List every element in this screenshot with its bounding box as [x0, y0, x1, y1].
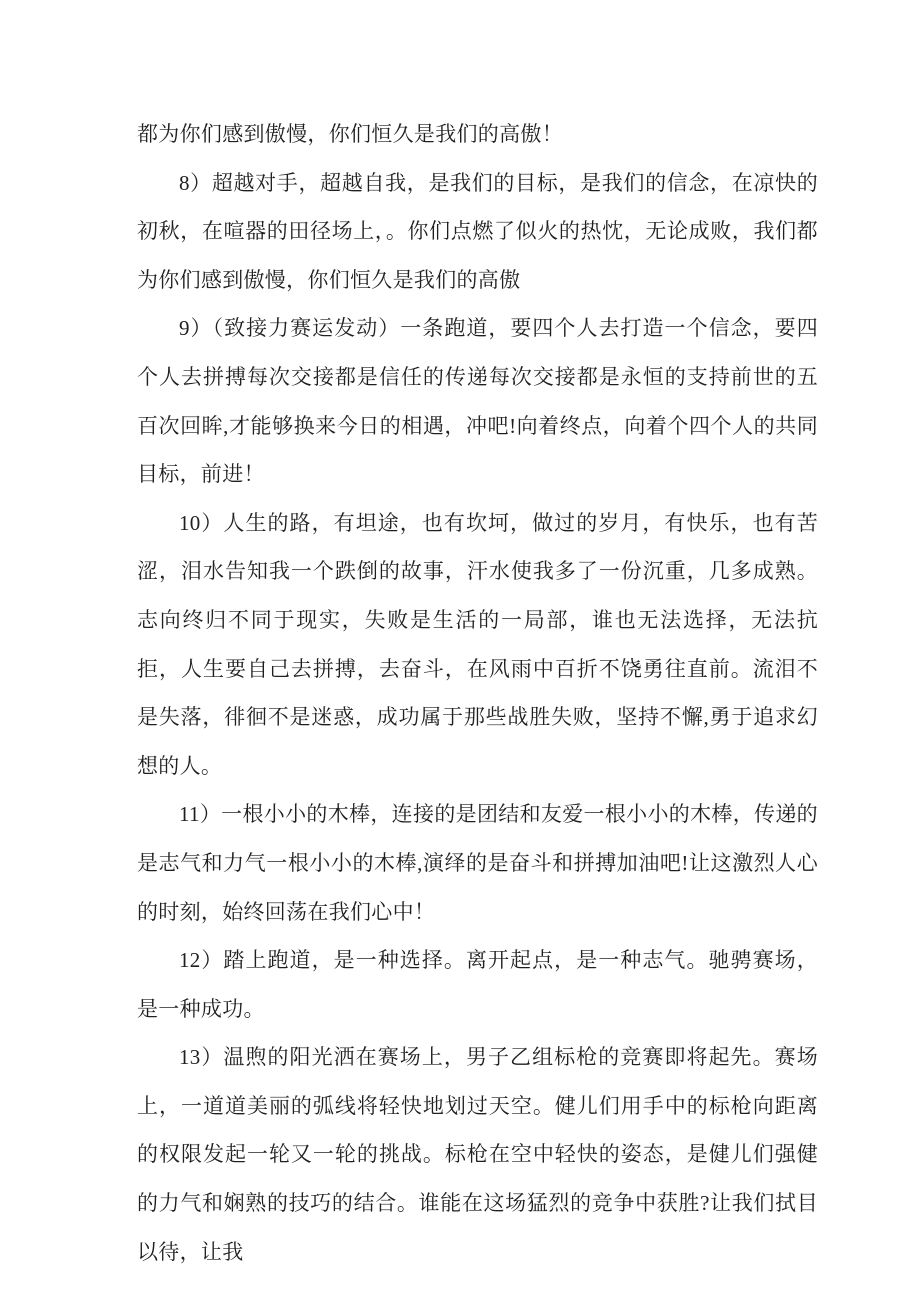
paragraph: 12）踏上跑道，是一种选择。离开起点，是一种志气。驰骋赛场，是一种成功。: [137, 948, 818, 1021]
paragraph: 都为你们感到傲慢，你们恒久是我们的高傲！: [137, 122, 563, 146]
paragraph: 13）温煦的阳光洒在赛场上，男子乙组标枪的竞赛即将起先。赛场上，一道道美丽的弧线将轻快地划过天空。健儿们用手中的标枪向距离的权限发起一轮又一轮的挑战。标枪在空中轻快的姿态，是健儿们强健的力气和娴熟的技巧的结合。谁能在这场猛烈的竞争中获胜?让我们拭目以待，让我: [137, 1045, 818, 1264]
paragraph: 8）超越对手，超越自我，是我们的目标，是我们的信念，在凉快的初秋，在喧器的田径场上，。你们点燃了似火的热忱，无论成败，我们都为你们感到傲慢，你们恒久是我们的高傲: [137, 170, 818, 292]
paragraph: 11）一根小小的木棒，连接的是团结和友爱一根小小的木棒，传递的是志气和力气一根小小的木棒,演绎的是奋斗和拼搏加油吧!让这激烈人心的时刻，始终回荡在我们心中！: [137, 802, 818, 924]
paragraph: 9）（致接力赛运发动）一条跑道，要四个人去打造一个信念，要四个人去拼搏每次交接都是信任的传递每次交接都是永恒的支持前世的五百次回眸,才能够换来今日的相遇，冲吧!向着终点，向着个四个人的共同目标，前进！: [137, 316, 818, 487]
paragraph-list: [137, 110, 818, 1276]
paragraph: 10）人生的路，有坦途，也有坎坷，做过的岁月，有快乐，也有苦涩，泪水告知我一个跌倒的故事，汗水使我多了一份沉重，几多成熟。志向终归不同于现实，失败是生活的一局部，谁也无法选择，无法抗拒，人生要自己去拼搏，去奋斗，在风雨中百折不饶勇往直前。流泪不是失落，徘徊不是迷惑，成功属于那些战胜失败，坚持不懈,勇于追求幻想的人。: [137, 510, 818, 778]
